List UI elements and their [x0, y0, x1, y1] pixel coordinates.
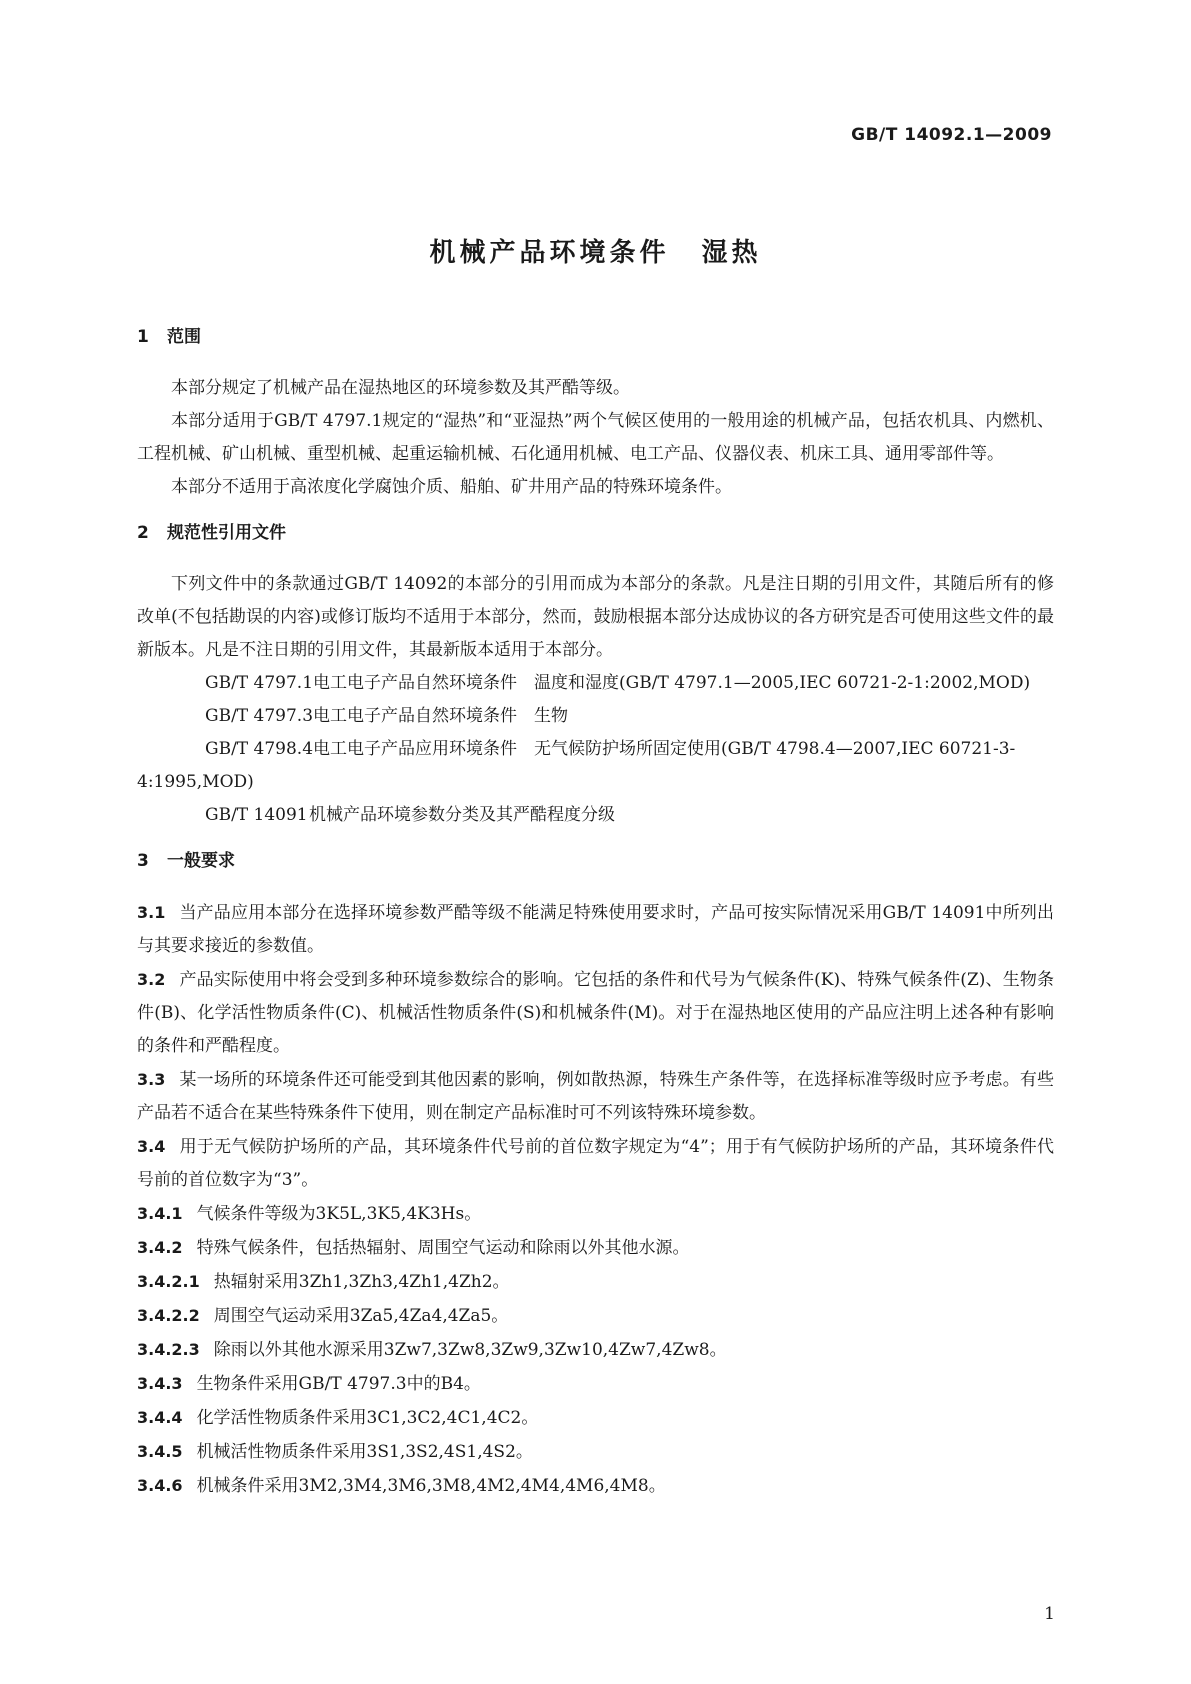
clause: [137, 896, 1054, 963]
clause-number: 3.4.2.2: [137, 1306, 200, 1325]
clause-number: 3.4.1: [137, 1204, 183, 1223]
clause-text: 某一场所的环境条件还可能受到其他因素的影响，例如散热源，特殊生产条件等，在选择标准等级时应予考虑。有些产品若不适合在某些特殊条件下使用，则在制定产品标准时可不列该特殊环境参数。: [137, 1070, 1054, 1123]
paragraph: 本部分规定了机械产品在湿热地区的环境参数及其严酷等级。: [171, 378, 630, 398]
clause-number: 3.4.2: [137, 1238, 183, 1257]
reference-item: [137, 733, 1054, 799]
reference-item: [137, 700, 1054, 733]
clause: [137, 963, 1054, 1063]
clause-number: 3.4.3: [137, 1374, 183, 1393]
clause-text: 化学活性物质条件采用3C1,3C2,4C1,4C2。: [196, 1408, 539, 1428]
clause-text: 机械条件采用3M2,3M4,3M6,3M8,4M2,4M4,4M6,4M8。: [196, 1476, 666, 1496]
paragraph: 本部分不适用于高浓度化学腐蚀介质、船舶、矿井用产品的特殊环境条件。: [171, 477, 732, 497]
clause-number: 3.4.4: [137, 1408, 183, 1427]
paragraph: 下列文件中的条款通过GB/T 14092的本部分的引用而成为本部分的条款。凡是注日期的引用文件，其随后所有的修改单(不包括勘误的内容)或修订版均不适用于本部分，然而，鼓励根据本部分达成协议的各方研究是否可使用这些文件的最新版本。凡是不注日期的引用文件，其最新版本适用于本部分。: [137, 574, 1054, 660]
reference-title: 电工电子产品自然环境条件 生物: [313, 706, 569, 726]
clause: [137, 1469, 1054, 1503]
paragraph: 本部分适用于GB/T 4797.1规定的“湿热”和“亚湿热”两个气候区使用的一般用途的机械产品，包括农机具、内燃机、工程机械、矿山机械、重型机械、起重运输机械、石化通用机械、电工产品、仪器仪表、机床工具、通用零部件等。: [137, 411, 1054, 464]
clause: [137, 1367, 1054, 1401]
section-2-heading: [137, 518, 1054, 548]
clause: [137, 1299, 1054, 1333]
clause-number: 3.1: [137, 903, 166, 922]
section-title: 规范性引用文件: [167, 523, 286, 543]
clause-number: 3.4.2.3: [137, 1340, 200, 1359]
reference-code: GB/T 4798.4: [205, 739, 314, 759]
page-number: 1: [1044, 1604, 1055, 1624]
title-part-1: 机械产品环境条件: [429, 238, 670, 268]
clause: [137, 1197, 1054, 1231]
clause-text: 产品实际使用中将会受到多种环境参数综合的影响。它包括的条件和代号为气候条件(K)、特殊气候条件(Z)、生物条件(B)、化学活性物质条件(C)、机械活性物质条件(S)和机械条件(M)。对于在湿热地区使用的产品应注明上述各种有影响的条件和严酷程度。: [137, 970, 1054, 1056]
document-body: [137, 322, 1054, 1503]
section-title: 一般要求: [167, 851, 235, 871]
clause: [137, 1265, 1054, 1299]
clause: [137, 1063, 1054, 1130]
clause-text: 除雨以外其他水源采用3Zw7,3Zw8,3Zw9,3Zw10,4Zw7,4Zw8。: [213, 1340, 727, 1360]
clause: [137, 1435, 1054, 1469]
section-number: 2: [137, 523, 149, 543]
reference-item: [137, 667, 1054, 700]
title-part-2: 湿热: [701, 238, 762, 268]
clause: [137, 1333, 1054, 1367]
document-title: [0, 232, 1191, 269]
section-number: 1: [137, 327, 149, 347]
section-number: 3: [137, 851, 149, 871]
section-title: 范围: [167, 327, 201, 347]
clause-text: 特殊气候条件，包括热辐射、周围空气运动和除雨以外其他水源。: [196, 1238, 690, 1258]
standard-code: GB/T 14092.1—2009: [851, 125, 1052, 145]
section-1-heading: [137, 322, 1054, 352]
reference-title: 电工电子产品应用环境条件 无气候防护场所固定使用(GB/T 4798.4—2007,IEC 60721-3-4:1995,MOD): [137, 739, 1016, 792]
clause: [137, 1401, 1054, 1435]
reference-item: [137, 799, 1054, 832]
section-3-heading: [137, 846, 1054, 876]
clause-text: 用于无气候防护场所的产品，其环境条件代号前的首位数字规定为“4”；用于有气候防护场所的产品，其环境条件代号前的首位数字为“3”。: [137, 1137, 1054, 1190]
clause-number: 3.4: [137, 1137, 166, 1156]
clause-text: 气候条件等级为3K5L,3K5,4K3Hs。: [196, 1204, 482, 1224]
reference-title: 电工电子产品自然环境条件 温度和湿度(GB/T 4797.1—2005,IEC 60721-2-1:2002,MOD): [313, 673, 1031, 693]
clause-text: 机械活性物质条件采用3S1,3S2,4S1,4S2。: [196, 1442, 533, 1462]
clause-text: 生物条件采用GB/T 4797.3中的B4。: [196, 1374, 481, 1394]
clause: [137, 1130, 1054, 1197]
clause-number: 3.3: [137, 1070, 166, 1089]
reference-code: GB/T 14091: [205, 805, 308, 825]
clause-number: 3.4.2.1: [137, 1272, 200, 1291]
clause-number: 3.4.5: [137, 1442, 183, 1461]
clause: [137, 1231, 1054, 1265]
clause-text: 周围空气运动采用3Za5,4Za4,4Za5。: [213, 1306, 509, 1326]
reference-title: 机械产品环境参数分类及其严酷程度分级: [309, 805, 615, 825]
reference-code: GB/T 4797.3: [205, 706, 314, 726]
clause-number: 3.4.6: [137, 1476, 183, 1495]
reference-code: GB/T 4797.1: [205, 673, 314, 693]
clause-number: 3.2: [137, 970, 166, 989]
clause-text: 当产品应用本部分在选择环境参数严酷等级不能满足特殊使用要求时，产品可按实际情况采用GB/T 14091中所列出与其要求接近的参数值。: [137, 903, 1054, 956]
clause-text: 热辐射采用3Zh1,3Zh3,4Zh1,4Zh2。: [213, 1272, 510, 1292]
